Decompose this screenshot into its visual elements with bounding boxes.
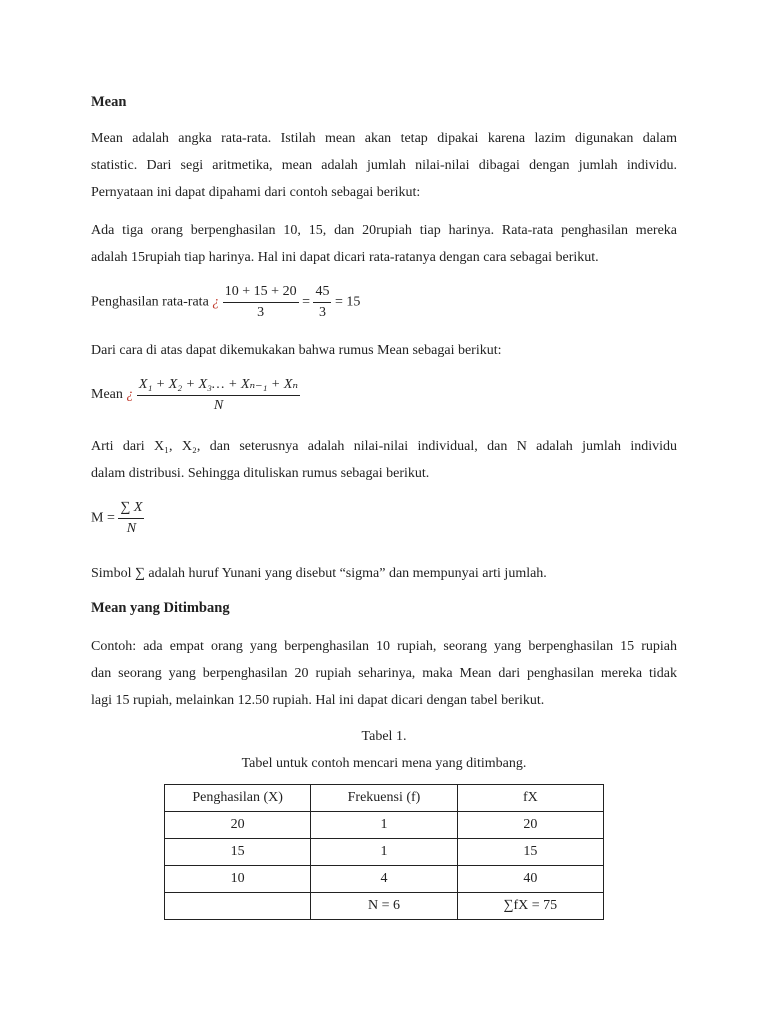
- text-line: adalah 15rupiah tiap harinya. Hal ini dapat dicari rata-ratanya dengan cara sebagai berikut.: [91, 250, 599, 265]
- table-cell: [165, 893, 311, 920]
- fraction-numerator: X₁ + X₂ + X₃… + Xₙ₋₁ + Xₙ: [137, 376, 300, 396]
- table-header-cell: Penghasilan (X): [165, 785, 311, 812]
- table-total-row: [165, 893, 604, 920]
- table-header-row: [165, 785, 604, 812]
- text-line: Contoh: ada empat orang yang berpenghasilan 10 rupiah, seorang yang berpenghasilan 15 rupiah: [91, 639, 677, 654]
- fraction-denominator: 3: [257, 305, 265, 320]
- text-line: Mean adalah angka rata-rata. Istilah mean akan tetap dipakai karena lazim digunakan dalam: [91, 131, 677, 146]
- equation-result: = 15: [334, 294, 361, 310]
- fraction-denominator: N: [213, 398, 224, 413]
- table-header-cell: fX: [457, 785, 603, 812]
- equation-glyph: ¿: [126, 387, 134, 403]
- equation-mean-formula: [91, 376, 677, 414]
- paragraph-example: [91, 217, 677, 271]
- table-cell: 10: [165, 866, 311, 893]
- text-line: statistic. Dari segi aritmetika, mean adalah jumlah nilai-nilai dibagai dengan jumlah individu.: [91, 158, 677, 173]
- table-cell: N = 6: [311, 893, 457, 920]
- table-row: [165, 839, 604, 866]
- fraction-sum: [223, 284, 299, 321]
- fraction-numerator: 45: [313, 284, 331, 303]
- equation-label: M =: [91, 510, 115, 526]
- table-cell: 15: [457, 839, 603, 866]
- equals-sign: =: [302, 294, 310, 310]
- section-title-weighted-mean: Mean yang Ditimbang: [91, 600, 230, 616]
- text-line: Ada tiga orang berpenghasilan 10, 15, dan 20rupiah tiap harinya. Rata-rata penghasilan mereka: [91, 223, 677, 238]
- equation-label: Penghasilan rata-rata: [91, 294, 209, 310]
- paragraph-meaning: [91, 433, 677, 487]
- text-line: Pernyataan ini dapat dipahami dari contoh sebagai berikut:: [91, 185, 421, 200]
- equation-glyph: ¿: [212, 294, 220, 310]
- paragraph-formula-intro: [91, 337, 677, 364]
- text-line: dalam distribusi. Sehingga dituliskan rumus sebagai berikut.: [91, 466, 430, 481]
- paragraph-mean-definition: [91, 125, 677, 206]
- fraction-numerator: 10 + 15 + 20: [223, 284, 299, 303]
- text-line: dan seorang yang berpenghasilan 20 rupiah seharinya, maka Mean dari penghasilan mereka tidak: [91, 666, 677, 681]
- equation-label: Mean: [91, 387, 123, 403]
- table-cell: 1: [311, 812, 457, 839]
- fraction-total: [313, 284, 331, 321]
- text-line: Simbol ∑ adalah huruf Yunani yang disebut “sigma” dan mempunyai arti jumlah.: [91, 566, 547, 581]
- fraction-denominator: N: [126, 521, 137, 536]
- fraction-mean: [137, 376, 300, 414]
- table-header-cell: Frekuensi (f): [311, 785, 457, 812]
- table-title: Tabel 1.: [361, 729, 407, 744]
- paragraph-sigma: [91, 560, 677, 587]
- table-cell: 20: [457, 812, 603, 839]
- table-cell: 4: [311, 866, 457, 893]
- table-cell: 40: [457, 866, 603, 893]
- equation-average-income: [91, 284, 677, 321]
- text-line: lagi 15 rupiah, melainkan 12.50 rupiah. Hal ini dapat dicari dengan tabel berikut.: [91, 693, 545, 708]
- text-line: Arti dari X₁, X₂, dan seterusnya adalah nilai-nilai individual, dan N adalah jumlah individu: [91, 439, 677, 454]
- table-cell: 1: [311, 839, 457, 866]
- fraction-denominator: 3: [318, 305, 326, 320]
- text-line: Dari cara di atas dapat dikemukakan bahwa rumus Mean sebagai berikut:: [91, 343, 502, 358]
- fraction-numerator: ∑ X: [118, 500, 144, 519]
- fraction-sigma: [118, 500, 144, 537]
- table-caption: Tabel untuk contoh mencari mena yang ditimbang.: [241, 756, 527, 771]
- section-title-mean: Mean: [91, 94, 127, 110]
- table-cell: 15: [165, 839, 311, 866]
- table-row: [165, 812, 604, 839]
- equation-sigma-formula: [91, 500, 677, 537]
- table-cell: ∑fX = 75: [457, 893, 603, 920]
- table-row: [165, 866, 604, 893]
- paragraph-weighted-example: [91, 633, 677, 714]
- weighted-mean-table: [164, 784, 604, 920]
- table-cell: 20: [165, 812, 311, 839]
